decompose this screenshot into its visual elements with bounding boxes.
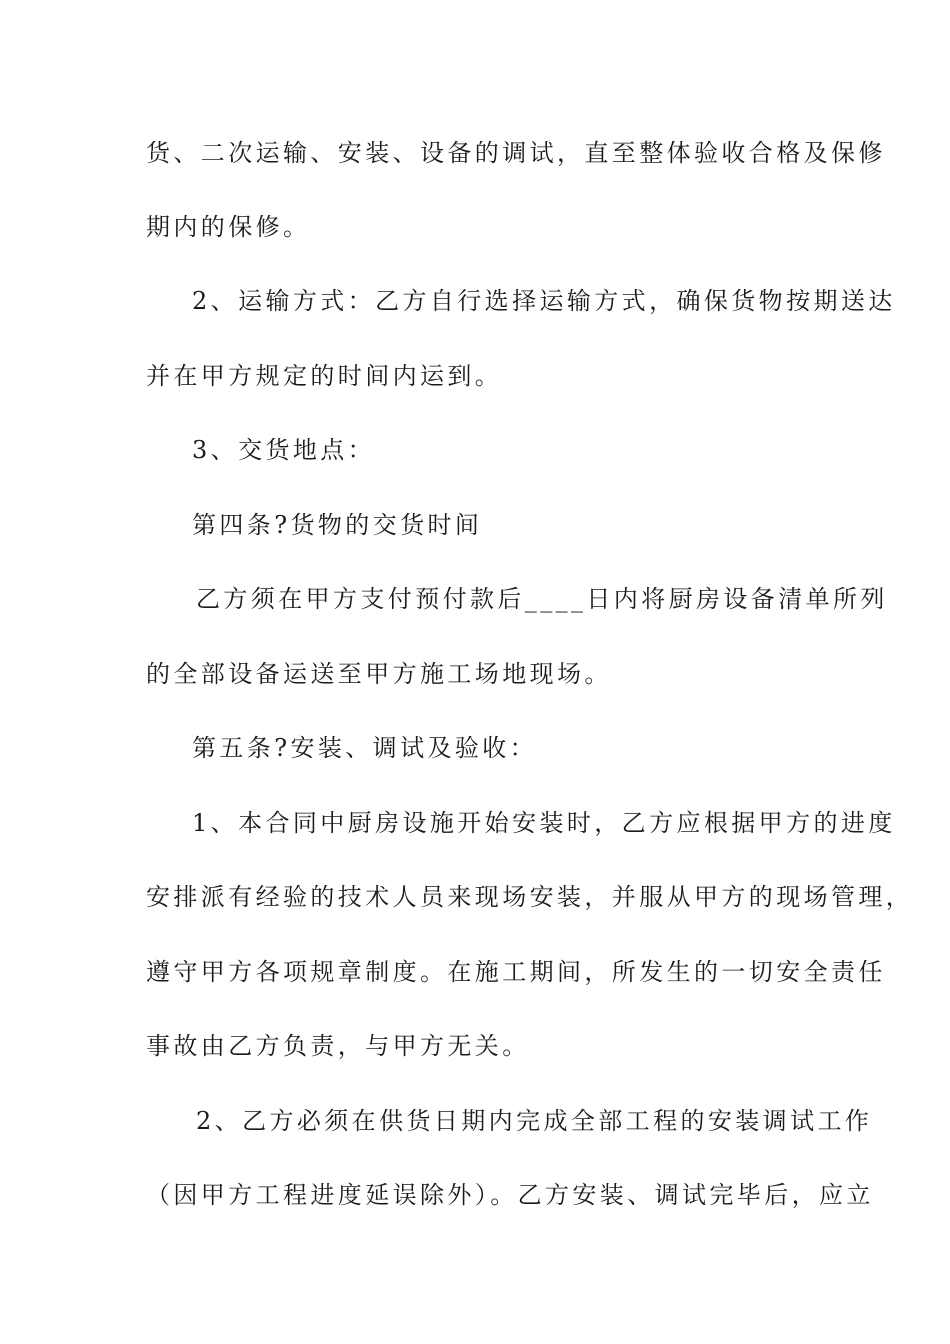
text-line-3: 2、运输方式：乙方自行选择运输方式，确保货物按期送达 [192,287,896,315]
text-line-12: 遵守甲方各项规章制度。在施工期间，所发生的一切安全责任 [146,958,886,986]
text-line-2: 期内的保修。 [146,213,311,241]
text-line-8: 的全部设备运送至甲方施工场地现场。 [146,660,612,688]
section-heading-article-4: 第四条?货物的交货时间 [192,511,483,539]
text-line-11: 安排派有经验的技术人员来现场安装，并服从甲方的现场管理， [146,883,914,911]
section-heading-article-5: 第五条?安装、调试及验收： [192,734,538,762]
text-line-15: （因甲方工程进度延误除外）。乙方安装、调试完毕后，应立 [146,1181,874,1209]
text-line-13: 事故由乙方负责，与甲方无关。 [146,1032,530,1060]
text-line-4: 并在甲方规定的时间内运到。 [146,362,503,390]
text-line-7: 乙方须在甲方支付预付款后____日内将厨房设备清单所列 [196,585,888,613]
text-line-14: 2、乙方必须在供货日期内完成全部工程的安装调试工作 [196,1107,873,1135]
text-line-1: 货、二次运输、安装、设备的调试，直至整体验收合格及保修 [146,139,886,167]
text-line-10: 1、本合同中厨房设施开始安装时，乙方应根据甲方的进度 [192,809,896,837]
text-line-5: 3、交货地点： [192,436,376,464]
